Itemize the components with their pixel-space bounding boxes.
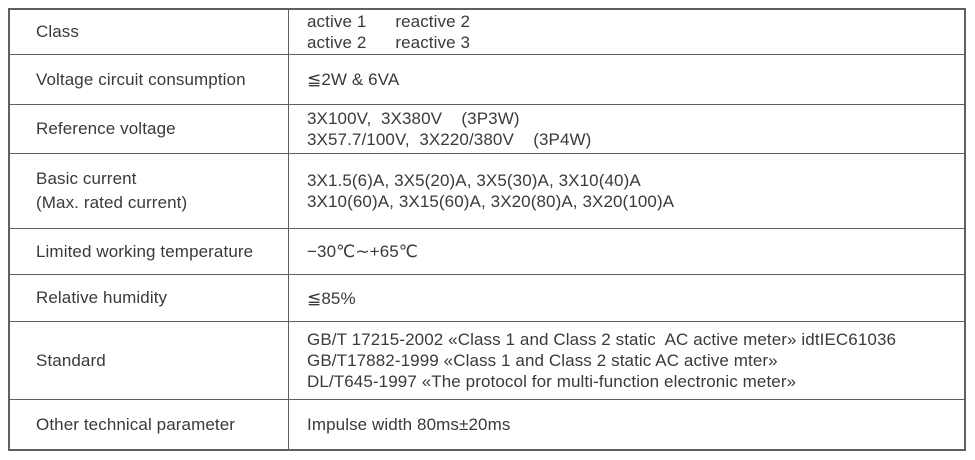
row-voltage-circuit-consumption-label-cell [10, 55, 289, 104]
row-other-technical-parameter-label-cell [10, 400, 289, 449]
row-label-text: (Max. rated current) [36, 193, 188, 212]
row-value-text: active 1 reactive 2 [307, 12, 471, 31]
row-label-text: Limited working temperature [36, 241, 254, 261]
row-voltage-circuit-consumption-value-cell [289, 55, 964, 104]
row-value-text: GB/T 17215-2002 «Class 1 and Class 2 static AC active meter» idtIEC61036 [307, 330, 897, 349]
row-other-technical-parameter-value-cell [289, 400, 964, 449]
row-other-technical-parameter [10, 400, 964, 449]
row-value-text: active 2 reactive 3 [307, 33, 471, 52]
row-value-text: GB/T17882-1999 «Class 1 and Class 2 static AC active mter» [307, 351, 778, 370]
row-limited-working-temperature-label-cell [10, 229, 289, 274]
row-reference-voltage-value-cell [289, 105, 964, 153]
row-label-text: Reference voltage [36, 119, 176, 138]
row-standard-value-cell [289, 322, 964, 399]
row-relative-humidity-value-cell [289, 275, 964, 321]
row-label-text: Class [36, 22, 80, 41]
row-value-text: ≦2W & 6VA [307, 70, 400, 89]
row-label-text: Basic current [36, 169, 137, 188]
row-class-value-cell [289, 10, 964, 54]
row-relative-humidity [10, 275, 964, 322]
row-voltage-circuit-consumption [10, 55, 964, 105]
row-value-text: 3X1.5(6)A, 3X5(20)A, 3X5(30)A, 3X10(40)A [307, 171, 641, 190]
row-basic-current-label-cell [10, 154, 289, 228]
row-value-text: 3X57.7/100V, 3X220/380V (3P4W) [307, 130, 592, 149]
row-value-text: DL/T645-1997 «The protocol for multi-function electronic meter» [307, 372, 797, 391]
row-reference-voltage-label-cell [10, 105, 289, 153]
row-label-text: Voltage circuit consumption [36, 69, 246, 89]
row-value-text: Impulse width 80ms±20ms [307, 415, 511, 434]
row-basic-current-value-cell [289, 154, 964, 228]
row-label-text: Relative humidity [36, 288, 168, 307]
technical-spec-table [8, 8, 966, 451]
row-limited-working-temperature [10, 229, 964, 275]
row-label-text: Other technical parameter [36, 414, 236, 434]
row-relative-humidity-label-cell [10, 275, 289, 321]
row-basic-current [10, 154, 964, 229]
row-class [10, 10, 964, 55]
row-standard-label-cell [10, 322, 289, 399]
row-label-text: Standard [36, 350, 106, 370]
row-standard [10, 322, 964, 400]
row-value-text: 3X10(60)A, 3X15(60)A, 3X20(80)A, 3X20(100)A [307, 192, 675, 211]
row-value-text: ≦85% [307, 288, 356, 308]
row-value-text: 3X100V, 3X380V (3P3W) [307, 109, 520, 128]
row-value-text: −30℃∼+65℃ [307, 242, 419, 261]
row-class-label-cell [10, 10, 289, 54]
row-reference-voltage [10, 105, 964, 154]
row-limited-working-temperature-value-cell [289, 229, 964, 274]
